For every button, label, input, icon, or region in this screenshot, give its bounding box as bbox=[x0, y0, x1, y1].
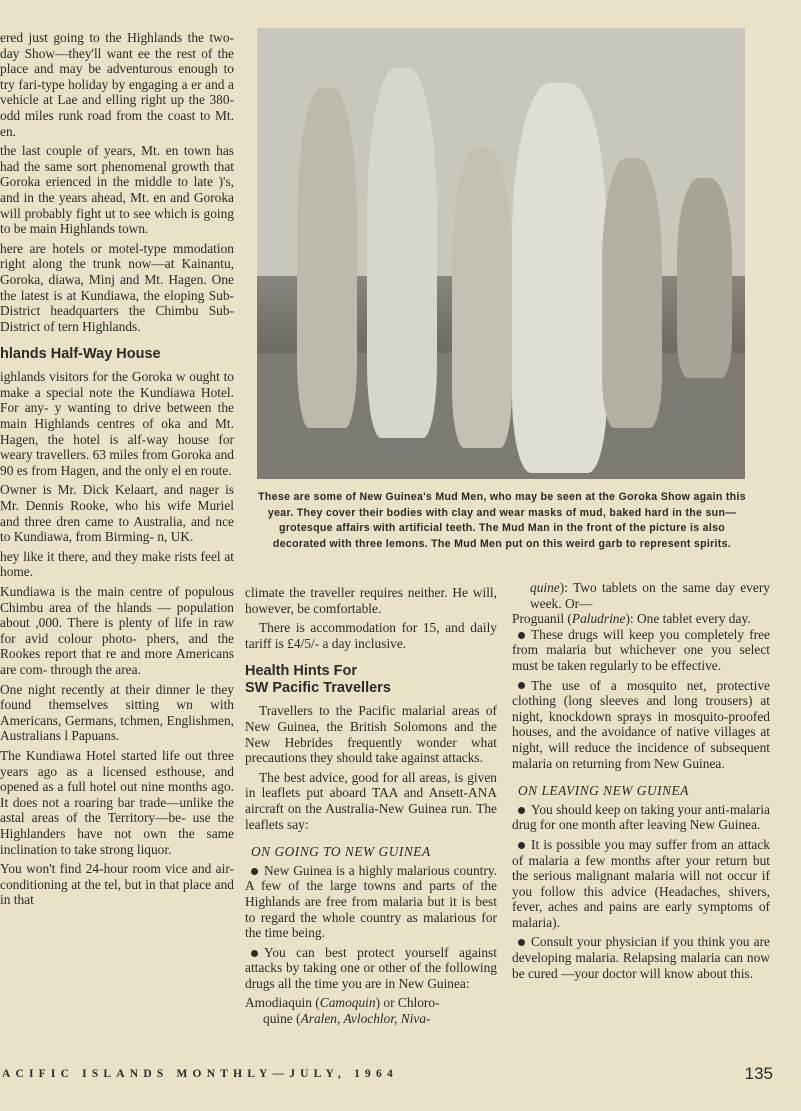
drug-text: Proguanil ( bbox=[512, 611, 572, 627]
magazine-title: ACIFIC ISLANDS MONTHLY—JULY, 1964 bbox=[2, 1068, 398, 1080]
bullet-text: It is possible you may suffer from an attack of malaria a few months after your return but the serious malignant malaria will not occur if you follow this advice (Headaches, shivers, fever, aches and pains are early symptoms of malaria). bbox=[512, 836, 770, 930]
drug-text: ) or Chloro- bbox=[375, 995, 440, 1011]
photo-caption: These are some of New Guinea's Mud Men, who may be seen at the Goroka Show again this year. They cover their bodies with clay and wear masks of mud, baked hard in the sun—grotesque affairs with artificial teeth. The Mud Man in the front of the picture is also decorated with three lemons. The Mud Men put on this weird garb to represent spirits. bbox=[258, 491, 746, 550]
drug-text: ): One tablet every day. bbox=[625, 611, 751, 627]
drug-brand: Camoquin bbox=[319, 995, 376, 1011]
paragraph: hey like it there, and they make rists feel at home. bbox=[0, 548, 234, 580]
drug-text: Amodiaquin ( bbox=[245, 995, 320, 1011]
drug-line bbox=[245, 1011, 497, 1027]
bullet-text: You should keep on taking your anti-malaria drug for one month after leaving New Guinea. bbox=[512, 801, 770, 833]
bullet-icon bbox=[251, 868, 258, 875]
mud-man-figure bbox=[367, 68, 437, 438]
heading-line: SW Pacific Travellers bbox=[245, 680, 391, 697]
paragraph: Kundiawa is the main centre of populous Chimbu area of the hlands — population about ,000. There is plenty of life in raw for avid colour photo- phers, and the Rookes report that re and more Americans are com- through the area. bbox=[0, 584, 234, 677]
paragraph: One night recently at their dinner le they found themselves sitting wn with Americans, Germans, tchmen, Englishmen, Australians l Papuans. bbox=[0, 681, 234, 744]
section-heading bbox=[245, 663, 497, 697]
drug-brand: quine bbox=[530, 580, 560, 595]
bullet-icon bbox=[518, 682, 525, 689]
paragraph: the last couple of years, Mt. en town has had the same sort phenomenal growth that Goroka erienced in the middle to late )'s, and in the years ahead, Mt. en and Goroka will probably fight ut to see which is going to be main Highlands town. bbox=[0, 143, 234, 237]
subheading: ON LEAVING NEW GUINEA bbox=[518, 783, 689, 799]
mud-man-figure bbox=[602, 158, 662, 428]
bullet-text: These drugs will keep you completely free from malaria but whichever one you select must be taken regularly to be effective. bbox=[512, 626, 770, 673]
drug-line bbox=[512, 611, 770, 627]
bullet-text: The use of a mosquito net, protective clothing (long sleeves and long trousers) at night, knockdown sprays in mosquito-proofed houses, and the avoidance of native villages at night, will reduce the incidence of subsequent malaria on returning from New Guinea. bbox=[512, 677, 770, 771]
bullet-item bbox=[512, 934, 770, 981]
paragraph: Travellers to the Pacific malarial areas of New Guinea, the British Solomons and the New Hebrides frequently wonder what precautions they should take against attacks. bbox=[245, 703, 497, 766]
drug-text: ): Two tablets on the same day every week. Or— bbox=[530, 580, 770, 611]
drug-brand: Aralen, Avlochlor, Niva- bbox=[300, 1011, 431, 1027]
paragraph: The best advice, good for all areas, is given in leaflets put aboard TAA and Ansett-ANA aircraft on the Australia-New Guinea run. The leaflets say: bbox=[245, 769, 497, 832]
bullet-icon bbox=[518, 807, 525, 814]
page-footer bbox=[0, 1064, 801, 1088]
drug-line bbox=[245, 995, 497, 1011]
paragraph: There is accommodation for 15, and daily tariff is £4/5/- a day inclusive. bbox=[245, 620, 497, 651]
bullet-item bbox=[245, 945, 497, 992]
bullet-item bbox=[245, 863, 497, 941]
paragraph: The Kundiawa Hotel started life out three years ago as a licensed esthouse, and opened as a full hotel out nine months ago. It does not a roaring bar trade—unlike the astal areas of the Territory—be- use the Highlanders have not own the same inclination to take strong liquor. bbox=[0, 747, 234, 857]
drug-text: quine ( bbox=[263, 1011, 301, 1027]
mud-man-figure bbox=[297, 88, 357, 428]
bullet-icon bbox=[251, 950, 258, 957]
column-middle bbox=[245, 585, 497, 1031]
bullet-item bbox=[512, 837, 770, 931]
paragraph: here are hotels or motel-type mmodation right along the trunk now—at Kainantu, Goroka, diawa, Minj and Mt. Hagen. One the latest is at Kundiawa, the eloping Sub-District headquarters the Chimbu Sub-District of tern Highlands. bbox=[0, 240, 234, 334]
mud-man-figure bbox=[512, 83, 607, 473]
column-left bbox=[0, 30, 234, 912]
page-number: 135 bbox=[744, 1064, 773, 1083]
paragraph: ighlands visitors for the Goroka w ought to make a special note the Kundiawa Hotel. For any- y wanting to drive between the main Highlands centres of oka and Mt. Hagen, the hotel is alf-way house for weary travellers. 63 miles from Goroka and 90 es from Hagen, and the only el en route. bbox=[0, 369, 234, 478]
bullet-text: Consult your physician if you think you are developing malaria. Relapsing malaria can now be cured —your doctor will know about this. bbox=[512, 934, 770, 981]
bullet-icon bbox=[518, 842, 525, 849]
paragraph: You won't find 24-hour room vice and air-conditioning at the tel, but in that place and in that bbox=[0, 861, 234, 908]
bullet-icon bbox=[518, 632, 525, 639]
section-heading: hlands Half-Way House bbox=[0, 346, 161, 363]
bullet-item bbox=[512, 627, 770, 674]
drug-brand: Paludrine bbox=[571, 611, 626, 627]
mud-man-figure bbox=[677, 178, 732, 378]
bullet-icon bbox=[518, 939, 525, 946]
mud-men-photo bbox=[257, 28, 745, 479]
heading-line: Health Hints For bbox=[245, 663, 357, 680]
bullet-item bbox=[512, 678, 770, 772]
column-right bbox=[512, 580, 770, 985]
paragraph: climate the traveller requires neither. He will, however, be comfortable. bbox=[245, 585, 497, 616]
mud-man-figure bbox=[452, 148, 512, 448]
subheading: ON GOING TO NEW GUINEA bbox=[251, 844, 431, 860]
paragraph: ered just going to the Highlands the two-day Show—they'll want ee the rest of the place and may be adventurous enough to try fari-type holiday by engaging a er and a vehicle at Lae and elling right up the 380-odd miles runk road from the coast to Mt. en. bbox=[0, 30, 234, 139]
paragraph: Owner is Mr. Dick Kelaart, and nager is Mr. Dennis Rooke, who his wife Muriel and three dren came to Australia, and nce to Kundiawa, from Birming- n, UK. bbox=[0, 482, 234, 545]
bullet-text: New Guinea is a highly malarious country. A few of the large towns and parts of the Highlands are free from malaria but it is best to regard the whole country as malarious for the time being. bbox=[245, 862, 497, 941]
drug-line bbox=[512, 580, 770, 611]
bullet-item bbox=[512, 802, 770, 833]
bullet-text: You can best protect yourself against attacks by taking one or other of the following drugs all the time you are in New Guinea: bbox=[245, 944, 497, 991]
